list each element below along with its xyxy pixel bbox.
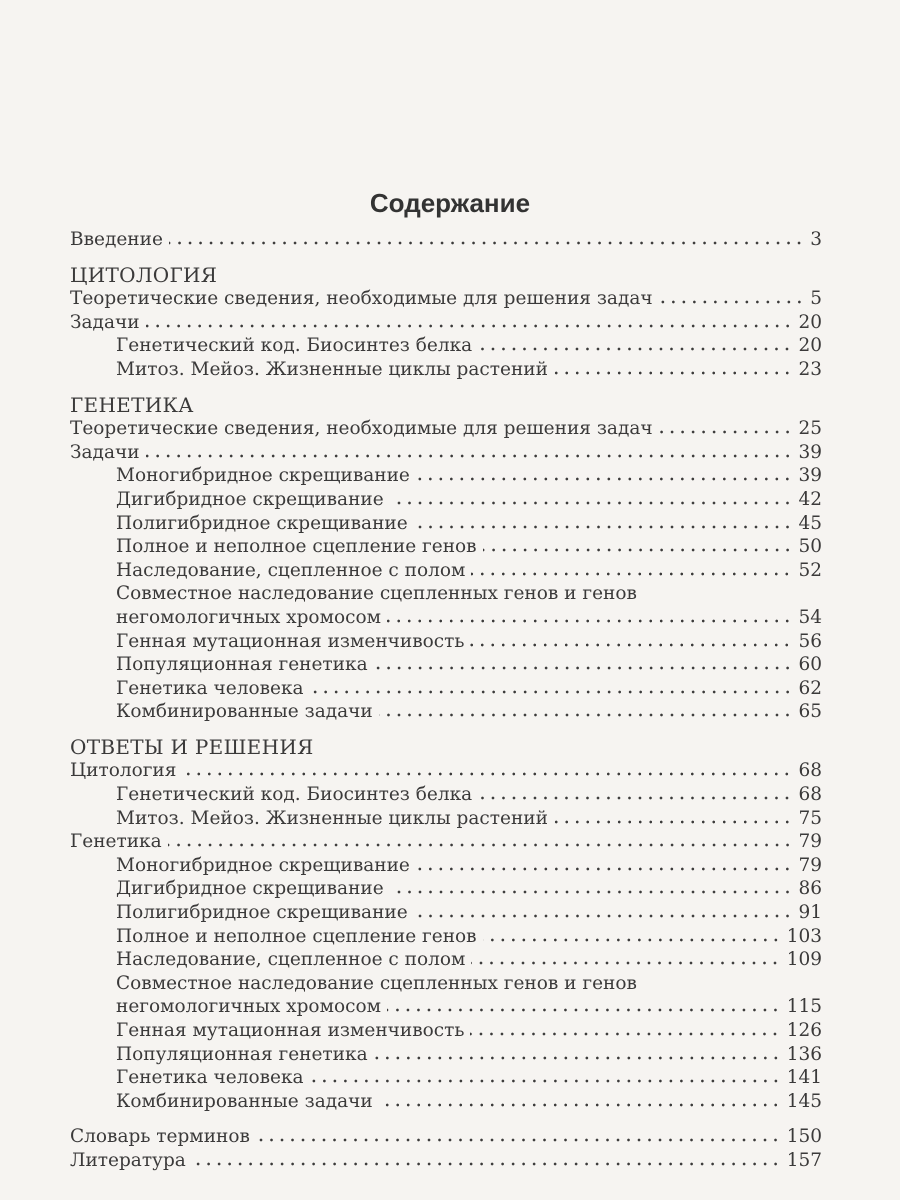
toc-entry[interactable] bbox=[70, 464, 822, 488]
toc-entry-title: Теоретические сведения, необходимые для решения задач bbox=[70, 288, 653, 310]
toc-entry[interactable] bbox=[70, 417, 822, 441]
toc-entry-page: 126 bbox=[786, 1020, 822, 1041]
toc-entry-title: Задачи bbox=[70, 311, 140, 333]
toc-entry[interactable] bbox=[70, 759, 822, 783]
toc-entry-page: 62 bbox=[798, 677, 822, 699]
toc-entry-title: Генетический код. Биосинтез белка bbox=[116, 784, 473, 806]
toc-entry-page: 45 bbox=[798, 512, 822, 534]
dot-leader bbox=[470, 1032, 780, 1036]
toc-entry-title: Совместное наследование сцепленных генов и генов bbox=[116, 972, 637, 994]
toc-entry-page: 52 bbox=[798, 559, 822, 581]
toc-entry[interactable] bbox=[70, 807, 822, 831]
toc-entry-page: 20 bbox=[798, 311, 822, 333]
toc-entry-page: 54 bbox=[798, 606, 822, 628]
toc-entry-title: Митоз. Мейоз. Жизненные циклы растений bbox=[116, 358, 548, 380]
page-title: Содержание bbox=[369, 188, 531, 218]
toc-entry[interactable] bbox=[70, 287, 822, 311]
toc-entry[interactable] bbox=[70, 358, 822, 382]
toc-entry-page: 103 bbox=[786, 925, 822, 947]
dot-leader bbox=[471, 961, 780, 965]
toc-entry[interactable] bbox=[70, 653, 822, 677]
toc-entry[interactable] bbox=[70, 488, 822, 512]
toc-entry-page: 50 bbox=[798, 536, 822, 558]
toc-entry-title: Словарь терминов bbox=[70, 1126, 250, 1148]
dot-leader bbox=[478, 347, 792, 351]
dot-leader bbox=[379, 1103, 781, 1107]
dot-leader bbox=[414, 914, 793, 918]
dot-leader bbox=[192, 1162, 781, 1166]
dot-leader bbox=[470, 643, 792, 647]
toc-entry-page: 39 bbox=[798, 465, 822, 487]
toc-entry-title: Дигибридное скрещивание bbox=[116, 488, 384, 510]
toc-section-heading bbox=[70, 264, 822, 288]
toc-entry-title: Генная мутационная изменчивость bbox=[116, 1020, 465, 1041]
toc-entry-page: 109 bbox=[786, 949, 822, 971]
toc-entry-title: Моногибридное скрещивание bbox=[116, 465, 410, 487]
dot-leader bbox=[374, 1056, 781, 1060]
dot-leader bbox=[659, 300, 805, 304]
toc-entry-page: 39 bbox=[798, 441, 822, 463]
toc-entry-title: Совместное наследование сцепленных генов и генов bbox=[116, 583, 637, 605]
toc-entry-page: 136 bbox=[786, 1043, 822, 1065]
toc-entry-page: 3 bbox=[810, 229, 822, 250]
toc-entry[interactable] bbox=[70, 228, 822, 252]
toc-entry-title: Генная мутационная изменчивость bbox=[116, 630, 465, 652]
toc-entry[interactable] bbox=[70, 877, 822, 901]
toc-entry-title: Наследование, сцепленное с полом bbox=[116, 949, 466, 971]
toc-entry-title: Митоз. Мейоз. Жизненные циклы растений bbox=[116, 807, 548, 829]
dot-leader bbox=[256, 1138, 781, 1142]
toc-entry[interactable] bbox=[70, 700, 822, 724]
toc-entry-title: Цитология bbox=[70, 760, 177, 782]
toc-entry[interactable] bbox=[70, 1149, 822, 1173]
toc-entry[interactable] bbox=[70, 535, 822, 559]
dot-leader bbox=[659, 430, 793, 434]
toc-entry-page: 150 bbox=[786, 1126, 822, 1148]
toc-entry[interactable] bbox=[70, 925, 822, 949]
toc-entry-title: ЦИТОЛОГИЯ bbox=[70, 262, 218, 287]
toc-entry-title: Генетический код. Биосинтез белка bbox=[116, 335, 473, 357]
toc-entry-title: ГЕНЕТИКА bbox=[70, 392, 194, 417]
toc-entry[interactable] bbox=[70, 830, 822, 854]
dot-leader bbox=[310, 690, 793, 694]
dot-leader bbox=[414, 525, 793, 529]
dot-leader bbox=[416, 867, 793, 871]
toc-entry-page: 65 bbox=[798, 701, 822, 723]
toc-entry-title: Моногибридное скрещивание bbox=[116, 854, 410, 876]
dot-leader bbox=[478, 796, 792, 800]
dot-leader bbox=[379, 713, 793, 717]
dot-leader bbox=[387, 1008, 781, 1012]
toc-entry-page: 60 bbox=[798, 654, 822, 676]
dot-leader bbox=[182, 772, 792, 776]
toc-entry[interactable] bbox=[70, 1090, 822, 1114]
toc-entry-title: Полное и неполное сцепление генов bbox=[116, 925, 477, 947]
toc-entry-page: 23 bbox=[798, 358, 822, 380]
dot-leader bbox=[390, 890, 793, 894]
dot-leader bbox=[168, 843, 793, 847]
toc-entry[interactable] bbox=[70, 630, 822, 654]
toc-entry-title: Полное и неполное сцепление генов bbox=[116, 536, 477, 558]
dot-leader bbox=[483, 548, 793, 552]
toc-entry-title: Полигибридное скрещивание bbox=[116, 512, 408, 534]
toc-entry-title: Теоретические сведения, необходимые для решения задач bbox=[70, 418, 653, 440]
toc-entry-page: 68 bbox=[798, 784, 822, 806]
toc-entry[interactable] bbox=[70, 1066, 822, 1090]
dot-leader bbox=[169, 241, 804, 245]
toc-entry-title: негомологичных хромосом bbox=[116, 606, 381, 628]
toc-entry-title: Введение bbox=[70, 229, 163, 250]
toc-entry-title: Генетика человека bbox=[116, 1067, 304, 1089]
toc-entry-page: 25 bbox=[798, 418, 822, 440]
toc-entry-page: 86 bbox=[798, 878, 822, 900]
toc-entry[interactable] bbox=[70, 559, 822, 583]
toc-section-heading bbox=[70, 736, 822, 760]
toc-entry-title: Популяционная генетика bbox=[116, 654, 368, 676]
toc-entry-page: 79 bbox=[798, 854, 822, 876]
toc-entry-page: 79 bbox=[798, 831, 822, 853]
toc-entry[interactable] bbox=[70, 606, 822, 630]
dot-leader bbox=[483, 938, 781, 942]
dot-leader bbox=[416, 477, 793, 481]
toc-entry-page: 145 bbox=[786, 1090, 822, 1112]
toc-entry-title: Комбинированные задачи bbox=[116, 1090, 373, 1112]
toc-entry bbox=[70, 582, 822, 606]
toc-entry-page: 56 bbox=[798, 630, 822, 652]
toc-entry-page: 68 bbox=[798, 760, 822, 782]
toc-entry[interactable] bbox=[70, 948, 822, 972]
toc-entry-title: Дигибридное скрещивание bbox=[116, 878, 384, 900]
toc-entry-title: Полигибридное скрещивание bbox=[116, 902, 408, 924]
toc-entry-page: 141 bbox=[786, 1067, 822, 1089]
toc-entry[interactable] bbox=[70, 995, 822, 1019]
toc-section-heading bbox=[70, 394, 822, 418]
toc-entry-title: Генетика человека bbox=[116, 677, 304, 699]
toc-entry[interactable] bbox=[70, 1125, 822, 1149]
dot-leader bbox=[387, 619, 792, 623]
toc-entry[interactable] bbox=[70, 677, 822, 701]
toc-entry[interactable] bbox=[70, 783, 822, 807]
toc-entry-page: 91 bbox=[798, 902, 822, 924]
toc-entry-page: 157 bbox=[786, 1149, 822, 1171]
toc-entry-title: Задачи bbox=[70, 441, 140, 463]
toc-entry[interactable] bbox=[70, 1043, 822, 1067]
dot-leader bbox=[146, 324, 793, 328]
toc-entry-page: 75 bbox=[798, 807, 822, 829]
toc-entry[interactable] bbox=[70, 311, 822, 335]
toc-entry[interactable] bbox=[70, 901, 822, 925]
toc-entry-title: Литература bbox=[70, 1149, 186, 1171]
toc-entry[interactable] bbox=[70, 441, 822, 465]
toc-entry-title: негомологичных хромосом bbox=[116, 996, 381, 1018]
toc-entry[interactable] bbox=[70, 512, 822, 536]
toc-entry[interactable] bbox=[70, 1019, 822, 1043]
toc-entry-title: Комбинированные задачи bbox=[116, 701, 373, 723]
dot-leader bbox=[374, 666, 793, 670]
dot-leader bbox=[471, 572, 792, 576]
dot-leader bbox=[554, 371, 792, 375]
toc-entry bbox=[70, 972, 822, 996]
toc-entry[interactable] bbox=[70, 854, 822, 878]
dot-leader bbox=[310, 1079, 781, 1083]
table-of-contents bbox=[70, 228, 822, 1173]
toc-entry-page: 115 bbox=[786, 996, 822, 1018]
toc-entry-page: 5 bbox=[810, 288, 822, 310]
toc-entry[interactable] bbox=[70, 334, 822, 358]
toc-entry-page: 42 bbox=[798, 488, 822, 510]
dot-leader bbox=[146, 454, 793, 458]
dot-leader bbox=[554, 820, 792, 824]
dot-leader bbox=[390, 501, 793, 505]
toc-entry-page: 20 bbox=[798, 335, 822, 357]
toc-entry-title: Генетика bbox=[70, 831, 162, 853]
toc-entry-title: Популяционная генетика bbox=[116, 1043, 368, 1065]
toc-entry-title: ОТВЕТЫ И РЕШЕНИЯ bbox=[70, 734, 314, 759]
toc-entry-title: Наследование, сцепленное с полом bbox=[116, 559, 466, 581]
